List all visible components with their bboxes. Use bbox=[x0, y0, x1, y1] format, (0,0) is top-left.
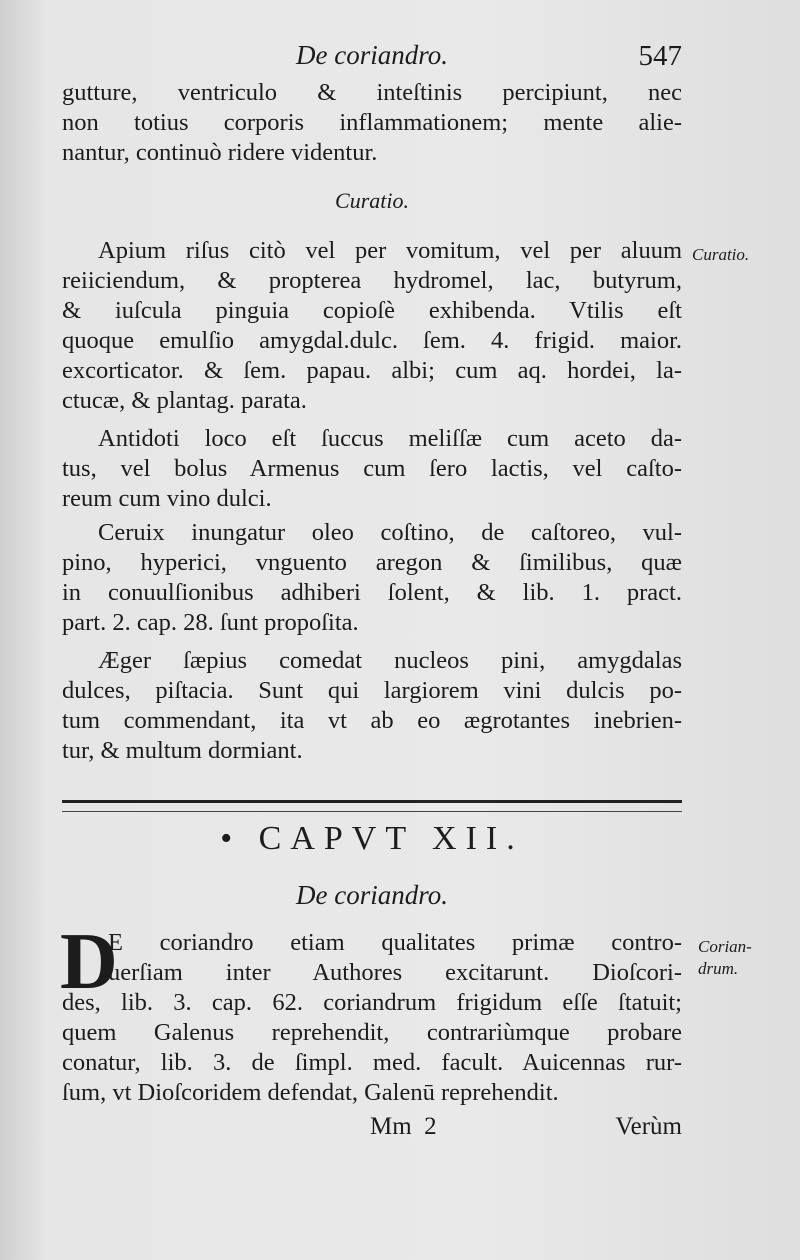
text-line: reum cum vino dulci. bbox=[62, 485, 272, 512]
paragraph-coriandro bbox=[62, 928, 682, 1108]
text-line: Apium riſus citò vel per vomitum, vel per aluum bbox=[98, 237, 682, 264]
page-number: 547 bbox=[638, 40, 682, 72]
chapter-heading: • CAPVT XII. bbox=[220, 820, 524, 857]
text-line: & iuſcula pinguia copioſè exhibenda. Vtilis eſt bbox=[62, 297, 682, 324]
section-heading: De coriandro. bbox=[296, 880, 448, 910]
text-line: non totius corporis inflammationem; mente alie- bbox=[62, 109, 682, 136]
text-line: tur, & multum dormiant. bbox=[62, 737, 303, 764]
text-line: reiiciendum, & propterea hydromel, lac, butyrum, bbox=[62, 267, 682, 294]
paragraph-antidoti bbox=[62, 424, 682, 514]
marginal-note-curatio: Curatio. bbox=[692, 245, 750, 264]
text-line: uerſiam inter Authores excitarunt. Dioſcori- bbox=[108, 959, 682, 986]
paragraph-apium bbox=[62, 236, 682, 416]
marginal-note-coriandrum bbox=[698, 936, 752, 980]
page-header bbox=[62, 40, 682, 76]
text-line: quoque emulſio amygdal.dulc. ſem. 4. frigid. maior. bbox=[62, 327, 682, 354]
text-line: dulces, piſtacia. Sunt qui largiorem vini dulcis po- bbox=[62, 677, 682, 704]
text-line: Ceruix inungatur oleo coſtino, de caſtoreo, vul- bbox=[98, 519, 682, 546]
catchword: Verùm bbox=[615, 1113, 682, 1140]
curatio-heading: Curatio. bbox=[335, 188, 409, 213]
running-title: De coriandro. bbox=[296, 40, 448, 70]
text-line: in conuulſionibus adhiberi ſolent, & lib. 1. pract. bbox=[62, 579, 682, 606]
text-line: Antidoti loco eſt ſuccus meliſſæ cum aceto da- bbox=[98, 425, 682, 452]
text-line: conatur, lib. 3. de ſimpl. med. facult. Auicennas rur- bbox=[62, 1049, 682, 1076]
text-line: tus, vel bolus Armenus cum ſero lactis, vel caſto- bbox=[62, 455, 682, 482]
text-line: ſum, vt Dioſcoridem defendat, Galenū reprehendit. bbox=[62, 1079, 559, 1106]
section-divider-rule bbox=[62, 800, 682, 812]
text-line: quem Galenus reprehendit, contrariùmque probare bbox=[62, 1019, 682, 1046]
text-line: part. 2. cap. 28. ſunt propoſita. bbox=[62, 609, 359, 636]
marginal-line: Corian- bbox=[698, 937, 752, 956]
text-line: ctucæ, & plantag. parata. bbox=[62, 387, 307, 414]
paragraph-aeger bbox=[62, 646, 682, 766]
text-line: gutture, ventriculo & inteſtinis percipiunt, nec bbox=[62, 79, 682, 106]
text-line: des, lib. 3. cap. 62. coriandrum frigidum eſſe ſtatuit; bbox=[62, 989, 682, 1016]
text-line: E coriandro etiam qualitates primæ contro- bbox=[108, 929, 682, 956]
marginal-line: drum. bbox=[698, 959, 739, 978]
drop-cap: D bbox=[60, 918, 118, 1006]
text-line: Æger ſæpius comedat nucleos pini, amygdalas bbox=[98, 647, 682, 674]
paragraph-ceruix bbox=[62, 518, 682, 638]
text-line: tum commendant, ita vt ab eo ægrotantes inebrien- bbox=[62, 707, 682, 734]
text-line: nantur, continuò ridere videntur. bbox=[62, 139, 378, 166]
signature-mark: Mm 2 bbox=[370, 1113, 437, 1140]
text-line: excorticator. & ſem. papau. albi; cum aq. hordei, la- bbox=[62, 357, 682, 384]
text-line: pino, hyperici, vnguento aregon & ſimilibus, quæ bbox=[62, 549, 682, 576]
paragraph-continued bbox=[62, 78, 682, 168]
